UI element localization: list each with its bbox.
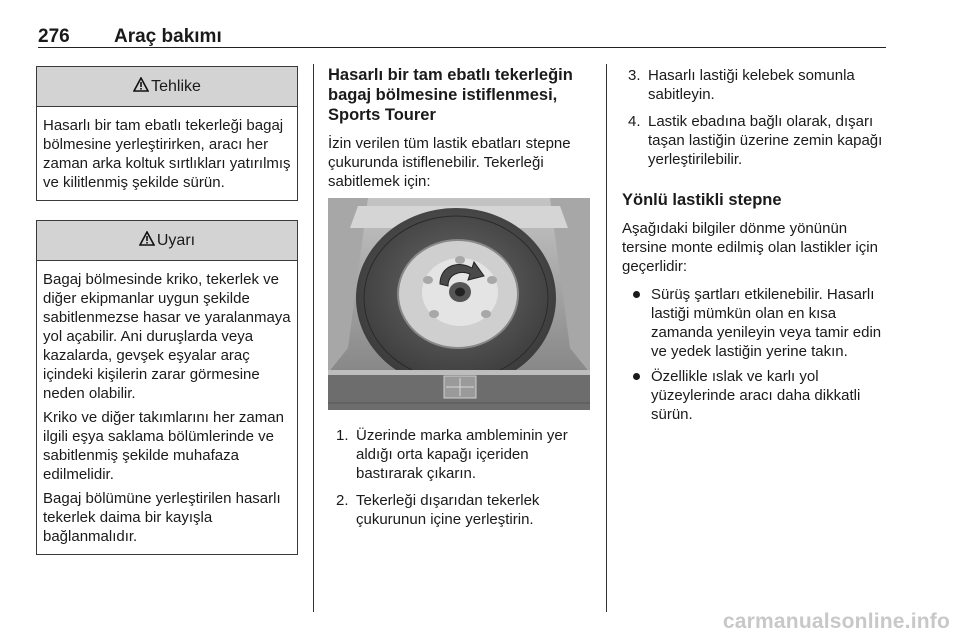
danger-box-label: Tehlike: [151, 78, 201, 95]
danger-box-body: [37, 107, 297, 200]
steps-list-part2: [628, 66, 886, 169]
warning-box-body: [37, 261, 297, 554]
bullet-text: Özellikle ıslak ve karlı yol yüzeylerinde aracı daha dikkatli sürün.: [651, 368, 861, 423]
danger-box-header: [37, 67, 297, 107]
steps-list-part1: [336, 426, 588, 529]
step-number: 2.: [336, 492, 349, 509]
step-item: [336, 491, 588, 529]
page-header: [38, 22, 886, 48]
step-item: [336, 426, 588, 483]
bullet-list: [622, 285, 886, 424]
bullet-dot: [633, 373, 640, 380]
section-intro: Aşağıdaki bilgiler dönme yönünün tersine monte edilmiş olan lastikler için geçerlidir:: [622, 220, 878, 275]
watermark-text: carmanualsonline.info: [722, 610, 950, 633]
warning-triangle-icon: [139, 231, 155, 246]
danger-box-text: Hasarlı bir tam ebatlı tekerleği bagaj bölmesine yerleştirirken, aracı her zaman arka koltuk sırtlıkları yatırılmış ve kilitlenmiş şekilde sürün.: [43, 117, 291, 191]
section-intro: İzin verilen tüm lastik ebatları stepne çukurunda istiflenebilir. Tekerleği sabitlemek için:: [328, 135, 571, 190]
section-heading: Yönlü lastikli stepne: [622, 191, 782, 209]
step-text: Hasarlı lastiği kelebek somunla sabitleyin.: [648, 67, 855, 103]
spare-wheel-illustration: [328, 198, 590, 410]
step-item: [628, 112, 886, 169]
section-damaged-wheel: [328, 65, 594, 191]
step-number: 3.: [628, 67, 641, 84]
step-number: 4.: [628, 113, 641, 130]
bullet-text: Sürüş şartları etkilenebilir. Hasarlı lastiği mümkün olan en kısa zamanda yenileyin veya tamir edin ve yedek lastiğin yerine takın.: [651, 286, 882, 360]
warning-box-header: [37, 221, 297, 261]
step-text: Üzerinde marka ambleminin yer aldığı orta kapağı içeriden bastırarak çıkarın.: [356, 427, 568, 482]
warning-paragraph: Bagaj bölmesinde kriko, tekerlek ve diğer ekipmanlar uygun şekilde sabitlenmezse hasar ve yaralanmaya yol açabilir. Ani duruşlarda veya kazalarda, gevşek eşyalar araç içindeki kişilerin zarar görmesine neden olabilir.: [43, 271, 291, 402]
step-item: [628, 66, 886, 104]
step-text: Lastik ebadına bağlı olarak, dışarı taşan lastiğin üzerine zemin kapağı yerleştirilebilir.: [648, 113, 883, 168]
warning-box-label: Uyarı: [156, 232, 196, 249]
column-divider-2: [606, 64, 607, 612]
warning-paragraph: Kriko ve diğer takımlarını her zaman ilgili eşya saklama bölümlerinde ve sabitlenmiş şekilde muhafaza edilmelidir.: [43, 409, 284, 483]
warning-box: [36, 220, 298, 555]
danger-box: [36, 66, 298, 201]
step-text: Tekerleği dışarıdan tekerlek çukurunun içine yerleştirin.: [356, 492, 540, 528]
page-title: Araç bakımı: [114, 26, 222, 47]
bullet-item: [622, 285, 886, 361]
warning-triangle-icon: [133, 77, 149, 92]
bullet-dot: [633, 291, 640, 298]
page-number: 276: [38, 26, 70, 47]
step-number: 1.: [336, 427, 349, 444]
section-heading: Hasarlı bir tam ebatlı tekerleğin bagaj bölmesine istiflenmesi, Sports Tourer: [328, 66, 573, 124]
warning-paragraph: Bagaj bölümüne yerleştirilen hasarlı tekerlek daima bir kayışla bağlanmalıdır.: [43, 490, 281, 545]
column-divider-1: [313, 64, 314, 612]
right-column: [622, 66, 886, 424]
bullet-item: [622, 367, 886, 424]
